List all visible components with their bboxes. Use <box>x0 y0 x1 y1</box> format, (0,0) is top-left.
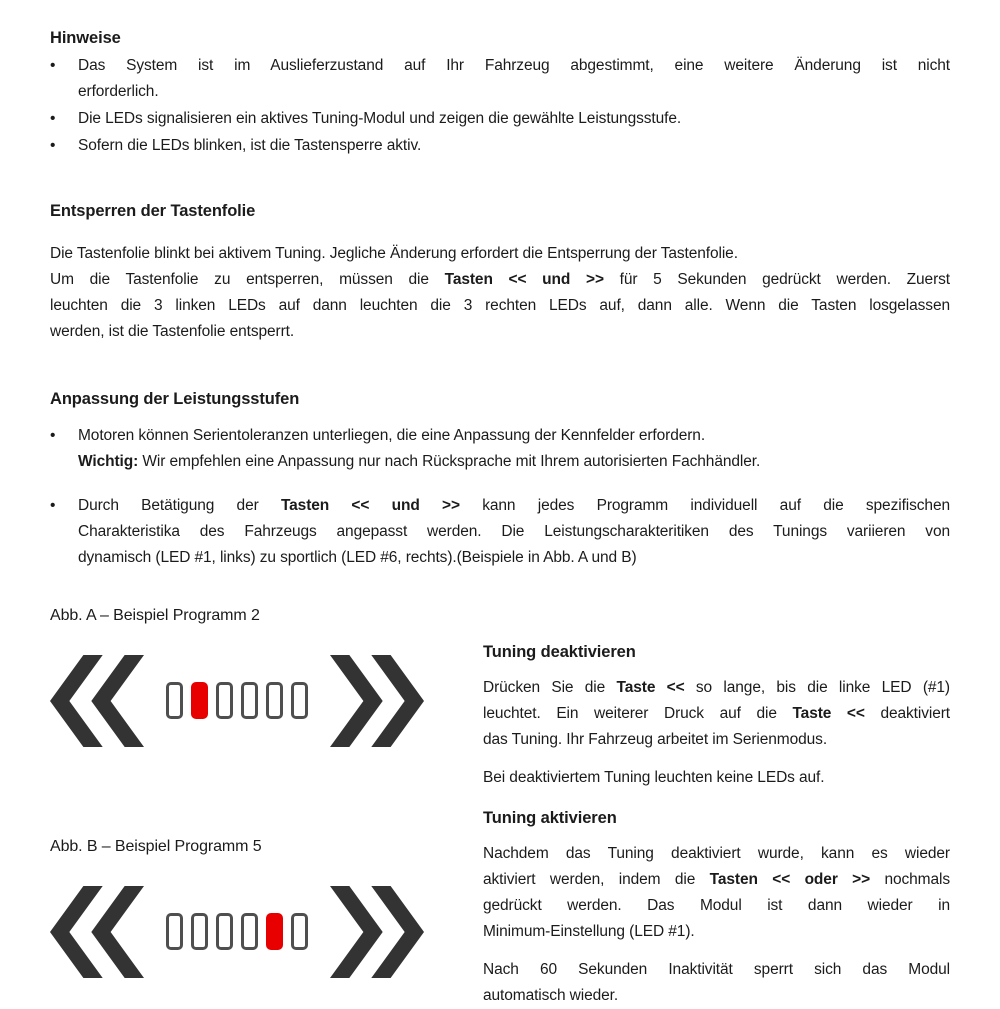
text-segment: kann jedes Programm individuell auf die spezifischen <box>459 497 950 514</box>
led-row <box>166 913 308 950</box>
heading-hinweise: Hinweise <box>50 29 121 47</box>
text-segment: für 5 Sekunden gedrückt werden. Zuerst <box>603 271 950 288</box>
led-row <box>166 682 308 719</box>
led-2-active <box>191 682 208 719</box>
text-line: leuchten die 3 linken LEDs auf dann leuchten die 3 rechten LEDs auf, dann alle. Wenn die Tasten losgelassen <box>50 297 950 314</box>
text-segment: aktiviert werden, indem die <box>483 871 710 888</box>
text-segment-bold: Wichtig: <box>78 453 139 470</box>
text-line <box>50 267 950 293</box>
bullet-marker: • <box>50 57 56 74</box>
bullet-text-line: Motoren können Serientoleranzen unterliegen, die eine Anpassung der Kennfelder erfordern. <box>78 427 706 444</box>
text-segment: Wir empfehlen eine Anpassung nur nach Rücksprache mit Ihrem autorisierten Fachhändler. <box>138 453 761 470</box>
text-segment-bold: Tasten << und >> <box>444 271 604 288</box>
paragraph-tuning-aktivieren <box>483 841 950 945</box>
led-5-inactive <box>266 682 283 719</box>
chevron-left-double-icon <box>50 655 144 747</box>
figure-b-led-panel <box>50 884 483 979</box>
heading-anpassung: Anpassung der Leistungsstufen <box>50 390 300 408</box>
bullet-marker: • <box>50 497 56 514</box>
bullet-text-line <box>78 449 950 475</box>
text-segment: Durch Betätigung der <box>78 497 281 514</box>
bullet-text-line: erforderlich. <box>78 83 159 100</box>
paragraph-entsperren <box>50 241 950 345</box>
text-segment-bold: Taste << <box>616 679 685 696</box>
text-line: Die Tastenfolie blinkt bei aktivem Tuning. Jegliche Änderung erfordert die Entsperrung der Tastenfolie. <box>50 245 738 262</box>
bullet-text-line <box>78 493 950 519</box>
figure-a-caption: Abb. A – Beispiel Programm 2 <box>50 607 260 624</box>
led-1-inactive <box>166 682 183 719</box>
bullet-text-line: Die LEDs signalisieren ein aktives Tuning-Modul und zeigen die gewählte Leistungsstufe. <box>78 110 682 127</box>
text-line: Bei deaktiviertem Tuning leuchten keine LEDs auf. <box>483 769 825 786</box>
bullet-item <box>50 133 950 159</box>
bullet-marker: • <box>50 137 56 154</box>
led-6-inactive <box>291 913 308 950</box>
text-line: werden, ist die Tastenfolie entsperrt. <box>50 323 295 340</box>
led-3-inactive <box>216 913 233 950</box>
paragraph-auto-lock <box>483 957 950 1009</box>
bullet-item <box>50 493 950 571</box>
bullet-text-line: Charakteristika des Fahrzeugs angepasst werden. Die Leistungscharakteritiken des Tunings variieren von <box>78 523 950 540</box>
text-line: Nachdem das Tuning deaktiviert wurde, kann es wieder <box>483 845 950 862</box>
text-line: Nach 60 Sekunden Inaktivität sperrt sich das Modul <box>483 961 950 978</box>
text-segment: leuchtet. Ein weiterer Druck auf die <box>483 705 793 722</box>
section-anpassung <box>50 387 950 571</box>
led-5-active <box>266 913 283 950</box>
bullet-item <box>50 423 950 475</box>
bullet-marker: • <box>50 110 56 127</box>
text-segment: nochmals <box>870 871 950 888</box>
chevron-left-double-icon <box>50 886 144 978</box>
text-line: gedrückt werden. Das Modul ist dann wieder in <box>483 897 950 914</box>
led-1-inactive <box>166 913 183 950</box>
section-hinweise <box>50 26 950 159</box>
heading-entsperren: Entsperren der Tastenfolie <box>50 202 256 220</box>
bullet-item <box>50 53 950 105</box>
led-4-inactive <box>241 913 258 950</box>
figure-b-caption: Abb. B – Beispiel Programm 5 <box>50 838 262 855</box>
bullet-text-line: Sofern die LEDs blinken, ist die Tastensperre aktiv. <box>78 137 422 154</box>
text-segment-bold: Tasten << oder >> <box>709 871 871 888</box>
led-6-inactive <box>291 682 308 719</box>
heading-tuning-aktivieren: Tuning aktivieren <box>483 809 617 827</box>
bullet-marker: • <box>50 427 56 444</box>
text-line: automatisch wieder. <box>483 987 619 1004</box>
figure-a-led-panel <box>50 653 483 748</box>
text-segment: Um die Tastenfolie zu entsperren, müssen die <box>50 271 445 288</box>
text-segment: so lange, bis die linke LED (#1) <box>684 679 950 696</box>
bullet-text-line: Das System ist im Auslieferzustand auf Ihr Fahrzeug abgestimmt, eine weitere Änderung ist nicht <box>78 57 950 74</box>
text-segment-bold: Taste << <box>792 705 865 722</box>
tuning-column <box>483 605 950 1009</box>
chevron-right-double-icon <box>330 655 424 747</box>
heading-tuning-deaktivieren: Tuning deaktivieren <box>483 643 636 661</box>
led-3-inactive <box>216 682 233 719</box>
text-line <box>483 867 950 893</box>
chevron-right-double-icon <box>330 886 424 978</box>
paragraph-tuning-deaktivieren <box>483 675 950 753</box>
section-entsperren <box>50 199 950 345</box>
text-segment: deaktiviert <box>864 705 951 722</box>
text-line <box>483 701 950 727</box>
figures-column <box>50 605 483 1009</box>
text-line: das Tuning. Ihr Fahrzeug arbeitet im Serienmodus. <box>483 731 828 748</box>
led-2-inactive <box>191 913 208 950</box>
text-segment: Drücken Sie die <box>483 679 617 696</box>
paragraph-no-leds <box>483 765 950 791</box>
bullet-item <box>50 106 950 132</box>
text-line <box>483 675 950 701</box>
led-4-inactive <box>241 682 258 719</box>
text-line: Minimum-Einstellung (LED #1). <box>483 923 695 940</box>
bullet-text-line: dynamisch (LED #1, links) zu sportlich (LED #6, rechts).(Beispiele in Abb. A und B) <box>78 549 637 566</box>
two-column-area <box>50 605 950 1009</box>
text-segment-bold: Tasten << und >> <box>280 497 460 514</box>
